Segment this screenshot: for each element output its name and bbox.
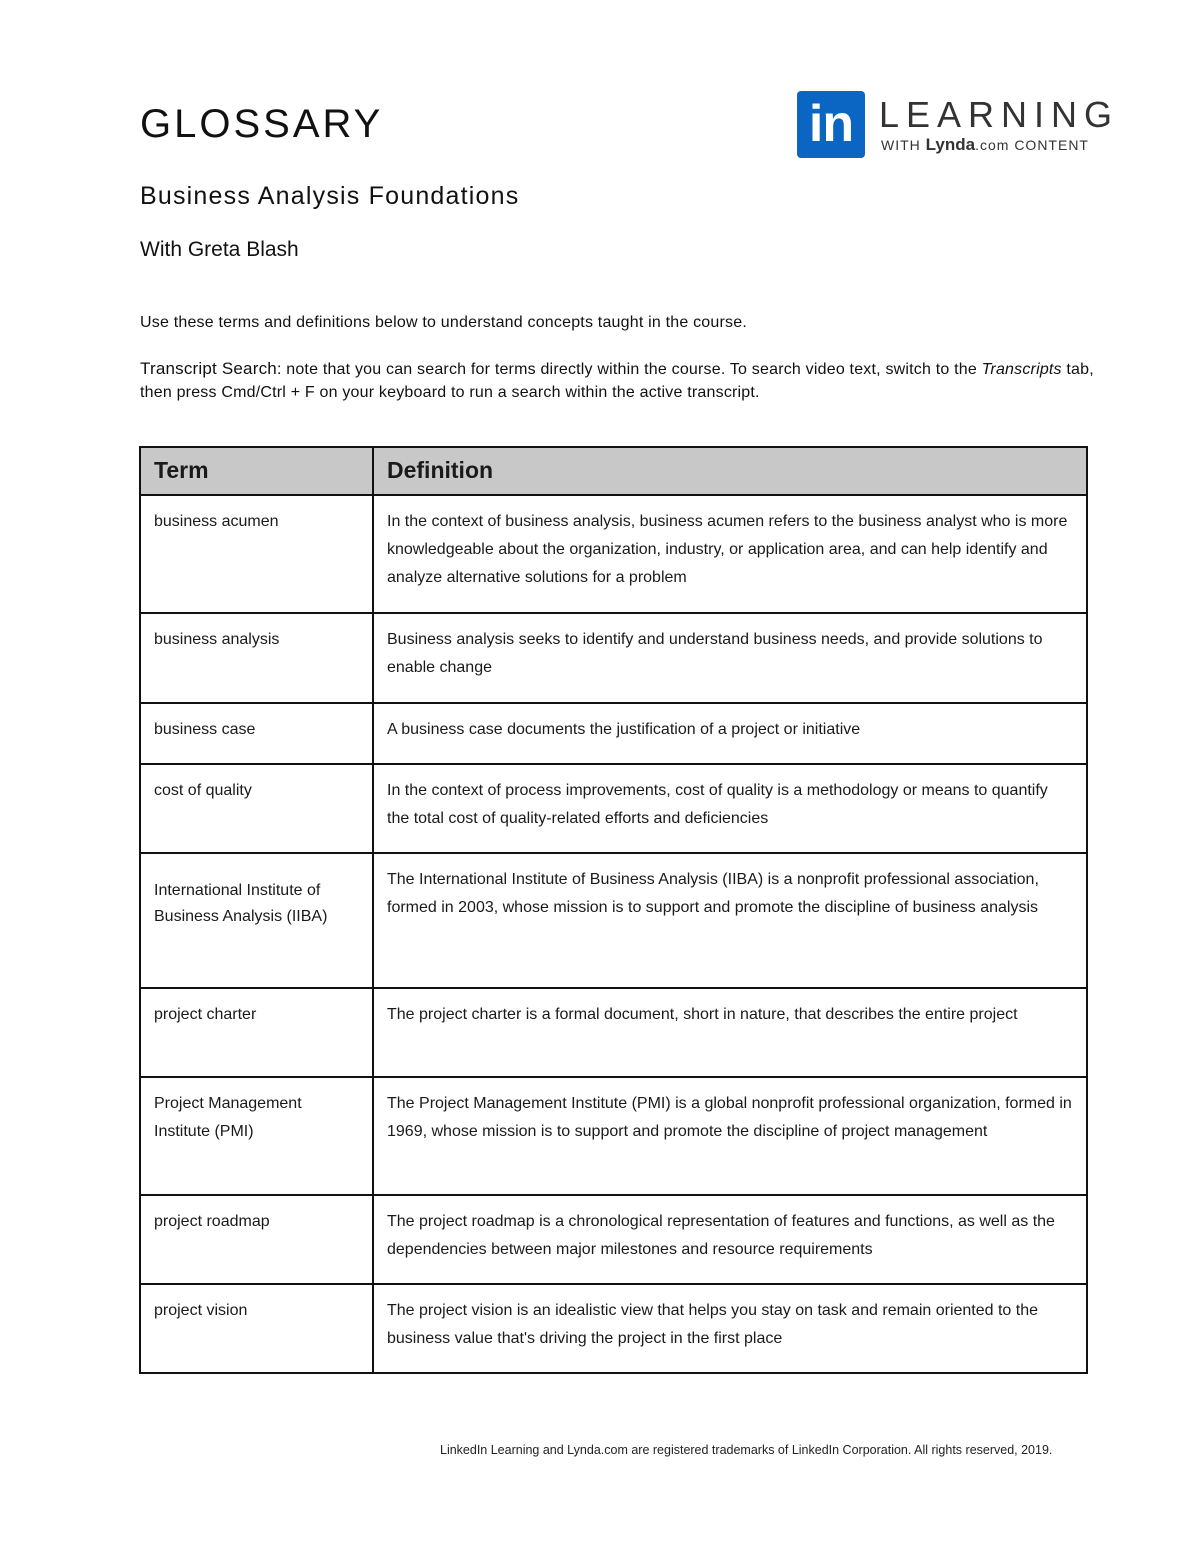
- search-note-lead: Transcript Search: [140, 359, 277, 378]
- definition-cell: The project charter is a formal document, short in nature, that describes the entire project: [373, 988, 1087, 1077]
- table-row: [140, 853, 1087, 988]
- logo-sub-suffix: .com CONTENT: [975, 137, 1089, 153]
- instructor-name: With Greta Blash: [140, 238, 299, 261]
- table-row: [140, 1195, 1087, 1284]
- term-cell: business acumen: [140, 495, 373, 613]
- term-cell: International Institute of Business Analysis (IIBA): [140, 853, 373, 988]
- table-row: [140, 703, 1087, 764]
- table-row: [140, 495, 1087, 613]
- table-row: [140, 764, 1087, 853]
- term-cell: business analysis: [140, 613, 373, 703]
- definition-cell: The project vision is an idealistic view that helps you stay on task and remain oriented to the business value that's driving the project in the first place: [373, 1284, 1087, 1373]
- logo-sub-with: WITH: [881, 137, 921, 153]
- intro-text: Use these terms and definitions below to understand concepts taught in the course.: [140, 314, 747, 331]
- search-note-text-1: : note that you can search for terms directly within the course. To search video text, switch to the: [276, 361, 982, 378]
- term-cell: business case: [140, 703, 373, 764]
- course-title: Business Analysis Foundations: [140, 182, 520, 210]
- page-title: GLOSSARY: [140, 102, 384, 146]
- linkedin-learning-logo: [797, 91, 1120, 159]
- glossary-table: [139, 446, 1088, 1374]
- definition-cell: Business analysis seeks to identify and understand business needs, and provide solutions to enable change: [373, 613, 1087, 703]
- table-header-row: [140, 447, 1087, 495]
- definition-cell: In the context of business analysis, business acumen refers to the business analyst who is more knowledgeable about the organization, industry, or application area, and can help identify and analyze alternative solutions for a problem: [373, 495, 1087, 613]
- definition-cell: A business case documents the justification of a project or initiative: [373, 703, 1087, 764]
- logo-subtitle: [881, 136, 1089, 154]
- term-cell: project charter: [140, 988, 373, 1077]
- search-note-tab-name: Transcripts: [981, 361, 1062, 378]
- header-term: Term: [140, 447, 373, 495]
- definition-cell: The International Institute of Business Analysis (IIBA) is a nonprofit professional association, formed in 2003, whose mission is to support and promote the discipline of business analysis: [373, 853, 1087, 988]
- search-note-text-2: tab, then press Cmd/Ctrl + F on your keyboard to run a search within the active transcript.: [140, 361, 1094, 401]
- header-definition: Definition: [373, 447, 1087, 495]
- definition-cell: The project roadmap is a chronological representation of features and functions, as well as the dependencies between major milestones and resource requirements: [373, 1195, 1087, 1284]
- transcript-search-note: [140, 357, 1100, 404]
- logo-sub-brand: Lynda: [925, 135, 976, 154]
- definition-cell: The Project Management Institute (PMI) is a global nonprofit professional organization, formed in 1969, whose mission is to support and promote the discipline of project management: [373, 1077, 1087, 1195]
- term-cell: project vision: [140, 1284, 373, 1373]
- term-cell: cost of quality: [140, 764, 373, 853]
- definition-cell: In the context of process improvements, cost of quality is a methodology or means to quantify the total cost of quality-related efforts and deficiencies: [373, 764, 1087, 853]
- table-row: [140, 1077, 1087, 1195]
- term-cell: Project Management Institute (PMI): [140, 1077, 373, 1195]
- table-row: [140, 613, 1087, 703]
- logo-wordmark: LEARNING: [879, 94, 1120, 135]
- copyright-footer: LinkedIn Learning and Lynda.com are registered trademarks of LinkedIn Corporation. All rights reserved, 2019.: [440, 1443, 1053, 1457]
- table-row: [140, 1284, 1087, 1373]
- table-row: [140, 988, 1087, 1077]
- term-cell: project roadmap: [140, 1195, 373, 1284]
- linkedin-in-icon: in: [797, 91, 865, 158]
